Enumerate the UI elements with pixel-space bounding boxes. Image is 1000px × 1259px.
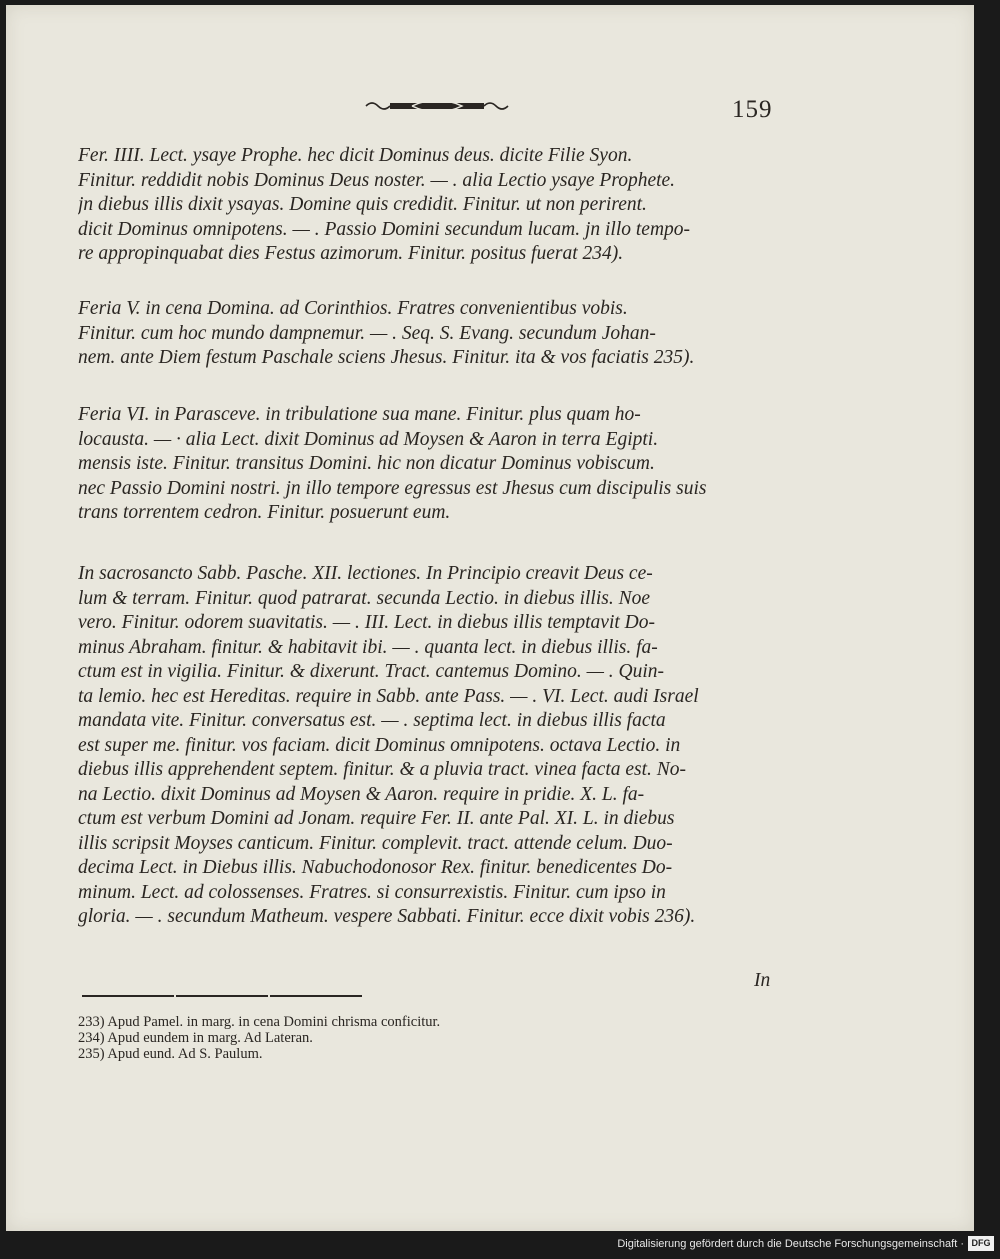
footnote-rule (270, 995, 362, 997)
footnotes (78, 1014, 778, 1062)
text-line: re appropinquabat dies Festus azimorum. Finitur. positus fuerat 234). (78, 243, 624, 264)
text-line: decima Lect. in Diebus illis. Nabuchodonosor Rex. finitur. benedicentes Do- (78, 857, 673, 878)
text-line: ctum est in vigilia. Finitur. & dixerunt. Tract. cantemus Domino. — . Quin- (78, 661, 665, 682)
text-paragraph (78, 562, 778, 930)
text-line: gloria. — . secundum Matheum. vespere Sabbati. Finitur. ecce dixit vobis 236). (78, 906, 696, 927)
footnote: 235) Apud eund. Ad S. Paulum. (78, 1046, 263, 1062)
footnote: 234) Apud eundem in marg. Ad Lateran. (78, 1030, 313, 1046)
text-paragraph (78, 297, 778, 371)
text-line: mandata vite. Finitur. conversatus est. — . septima lect. in diebus illis facta (78, 710, 666, 731)
text-line: In sacrosancto Sabb. Pasche. XII. lectiones. In Principio creavit Deus ce- (78, 563, 653, 584)
text-line: minum. Lect. ad colossenses. Fratres. si consurrexistis. Finitur. cum ipso in (78, 881, 666, 903)
text-line: na Lectio. dixit Dominus ad Moysen & Aaron. require in pridie. X. L. fa- (78, 783, 645, 805)
footnote: 233) Apud Pamel. in marg. in cena Domini chrisma conficitur. (78, 1014, 441, 1030)
text-line: est super me. finitur. vos faciam. dicit Dominus omnipotens. octava Lectio. in (78, 734, 681, 756)
text-line: nec Passio Domini nostri. jn illo tempore egressus est Jhesus cum discipulis suis (78, 477, 707, 499)
text-line: Finitur. cum hoc mundo dampnemur. — . Seq. S. Evang. secundum Johan- (78, 322, 656, 344)
text-line: vero. Finitur. odorem suavitatis. — . III. Lect. in diebus illis temptavit Do- (78, 612, 655, 633)
digitization-credit: Digitalisierung gefördert durch die Deutsche Forschungsgemeinschaft · (617, 1238, 964, 1250)
text-line: ctum est verbum Domini ad Jonam. require Fer. II. ante Pal. XI. L. in diebus (78, 808, 675, 829)
text-line: diebus illis apprehendent septem. finitur. & a pluvia tract. vinea facta est. No- (78, 759, 687, 780)
text-line: illis scripsit Moyses canticum. Finitur. complevit. tract. attende celum. Duo- (78, 832, 673, 854)
text-line: Finitur. reddidit nobis Dominus Deus noster. — . alia Lectio ysaye Prophete. (78, 169, 676, 191)
footnote-rule (176, 995, 268, 997)
text-line: ta lemio. hec est Hereditas. require in Sabb. ante Pass. — . VI. Lect. audi Israel (78, 685, 699, 707)
text-paragraph (78, 144, 778, 267)
ornament-icon (362, 97, 512, 115)
text-line: minus Abraham. finitur. & habitavit ibi. — . quanta lect. in diebus illis. fa- (78, 636, 658, 658)
text-line: Feria VI. in Parasceve. in tribulatione sua mane. Finitur. plus quam ho- (78, 404, 641, 425)
dfg-logo: DFG (968, 1236, 994, 1251)
text-paragraph (78, 403, 778, 526)
text-line: trans torrentem cedron. Finitur. posuerunt eum. (78, 502, 451, 523)
text-line: dicit Dominus omnipotens. — . Passio Domini secundum lucam. jn illo tempo- (78, 218, 691, 240)
text-line: mensis iste. Finitur. transitus Domini. hic non dicatur Dominus vobiscum. (78, 453, 655, 474)
text-line: jn diebus illis dixit ysayas. Domine quis credidit. Finitur. ut non perirent. (78, 194, 647, 215)
text-line: lum & terram. Finitur. quod patrarat. secunda Lectio. in diebus illis. Noe (78, 587, 650, 609)
text-line: Fer. IIII. Lect. ysaye Prophe. hec dicit Dominus deus. dicite Filie Syon. (78, 145, 633, 166)
text-line: locausta. — · alia Lect. dixit Dominus ad Moysen & Aaron in terra Egipti. (78, 428, 659, 450)
text-line: Feria V. in cena Domina. ad Corinthios. Fratres convenientibus vobis. (78, 298, 628, 319)
footnote-rule (82, 995, 174, 997)
catchword: In (754, 970, 771, 991)
text-line: nem. ante Diem festum Paschale sciens Jhesus. Finitur. ita & vos faciatis 235). (78, 347, 695, 368)
page-number: 159 (732, 96, 773, 123)
